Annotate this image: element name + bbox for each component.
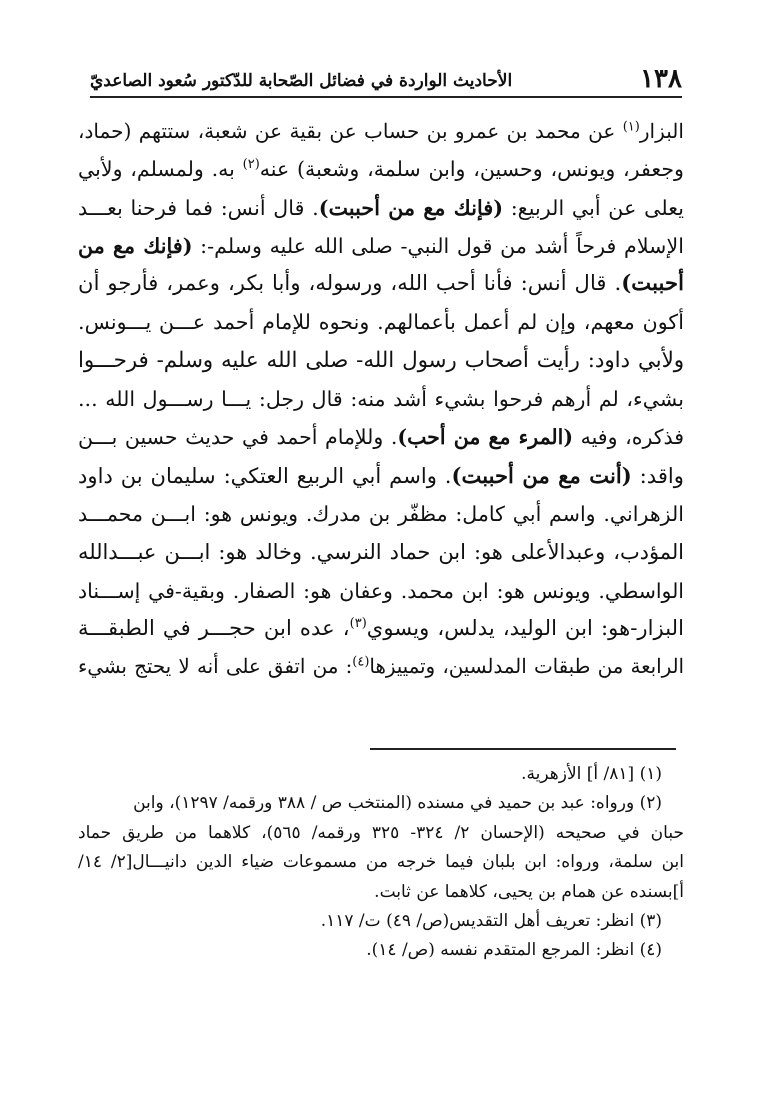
text-line: فذكره، وفيه (المرء مع من أحب). وللإمام أحمد في حديث حسين بـــن: [78, 425, 685, 450]
footnote-3: (٣) انظر: تعريف أهل التقديس(ص/ ٤٩) ت/ ١١٧.: [320, 911, 662, 932]
footnote-divider: [370, 748, 676, 750]
hadith-quote: (فإنك مع من: [78, 233, 193, 258]
text-line: واقد: (أنت مع من أحببت). واسم أبي الربيع العتكي: سليمان بن داود: [78, 462, 685, 488]
text-line: أحببت). قال أنس: فأنا أحب الله، ورسوله، وأبا بكر، وعمر، فأرجو أن: [78, 271, 684, 297]
text-line: الرابعة من طبقات المدلسين، وتمييزها$^{(٤)}$: من اتفق على أنه لا يحتج بشيء: [78, 654, 684, 679]
footnote-ref[interactable]: (٣): [349, 615, 367, 631]
hadith-quote: (فإنك مع من أحببت): [318, 195, 504, 220]
footnote-ref[interactable]: (٤): [352, 654, 370, 670]
footnotes: [78, 760, 684, 966]
main-text: [78, 112, 684, 686]
footnote-2-line-3: ابن سلمة، ورواه: ابن بلبان فيما خرجه من مسموعات ضياء الدين دانيـــال[٢/ ١٤/: [78, 852, 684, 873]
footnote-ref[interactable]: (١): [622, 119, 640, 135]
text-line: وجعفر، ويونس، وحسين، وابن سلمة، وشعبة) عنه$^{(٢)}$ به. ولمسلم، ولأبي: [78, 157, 684, 182]
running-title: الأحاديث الواردة في فضائل الصّحابة للدّكتور سُعود الصاعديّ: [90, 71, 513, 91]
text-line: الواسطي. ويونس هو: ابن محمد. وعفان هو: الصفار. وبقية-في إســـناد: [78, 578, 684, 603]
text-line: الإسلام فرحاً أشد من قول النبي- صلى الله عليه وسلم-: (فإنك مع من: [78, 233, 684, 258]
text-line: البزار-هو: ابن الوليد، يدلس، ويسوي$^{(٣)}$، عده ابن حجـــر في الطبقـــة: [78, 615, 684, 641]
text-line: يعلى عن أبي الربيع: (فإنك مع من أحببت). قال أنس: فما فرحنا بعـــد: [78, 195, 684, 220]
footnote-2-line-4: أ]بسنده عن همام بن يحيى، كلاهما عن ثابت.: [374, 881, 684, 902]
text-line: البزار$^{(١)}$ عن محمد بن عمرو بن حساب عن بقية عن شعبة، ستتهم (حماد،: [78, 119, 684, 143]
footnote-ref[interactable]: (٢): [242, 157, 260, 173]
page-number: ١٣٨: [640, 64, 682, 94]
page-header: [90, 62, 682, 98]
text-line: أكون معهم، وإن لم أعمل بأعمالهم. ونحوه للإمام أحمد عـــن يـــونس.: [78, 310, 684, 335]
hadith-quote: (المرء مع من أحب): [397, 425, 574, 450]
text-line: ولأبي داود: رأيت أصحاب رسول الله- صلى الله عليه وسلم- فرحـــوا: [78, 347, 684, 373]
text-line: بشيء، لم أرهم فرحوا بشيء أشد منه: قال رجل: يـــا رســـول الله ...: [78, 387, 684, 412]
hadith-quote: (أنت مع من أحببت): [451, 462, 632, 488]
footnote-4: (٤) انظر: المرجع المتقدم نفسه (ص/ ١٤).: [366, 940, 662, 961]
text-line: الزهراني. واسم أبي كامل: مظفّر بن مدرك. ويونس هو: ابـــن محمـــد: [78, 501, 684, 526]
footnote-1: (١) [٨١/ أ] الأزهرية.: [521, 764, 662, 784]
text-line: المؤدب، وعبدالأعلى هو: ابن حماد النرسي. وخالد هو: ابـــن عبـــدالله: [78, 540, 684, 565]
hadith-quote: أحببت): [621, 271, 684, 297]
footnote-2: (٢) ورواه: عبد بن حميد في مسنده (المنتخب ص / ٣٨٨ ورقمه/ ١٢٩٧)، وابن: [133, 793, 662, 814]
footnote-2-line-2: حبان في صحيحه (الإحسان ٢/ ٣٢٤- ٣٢٥ ورقمه/ ٥٦٥)، كلاهما من طريق حماد: [78, 822, 684, 843]
